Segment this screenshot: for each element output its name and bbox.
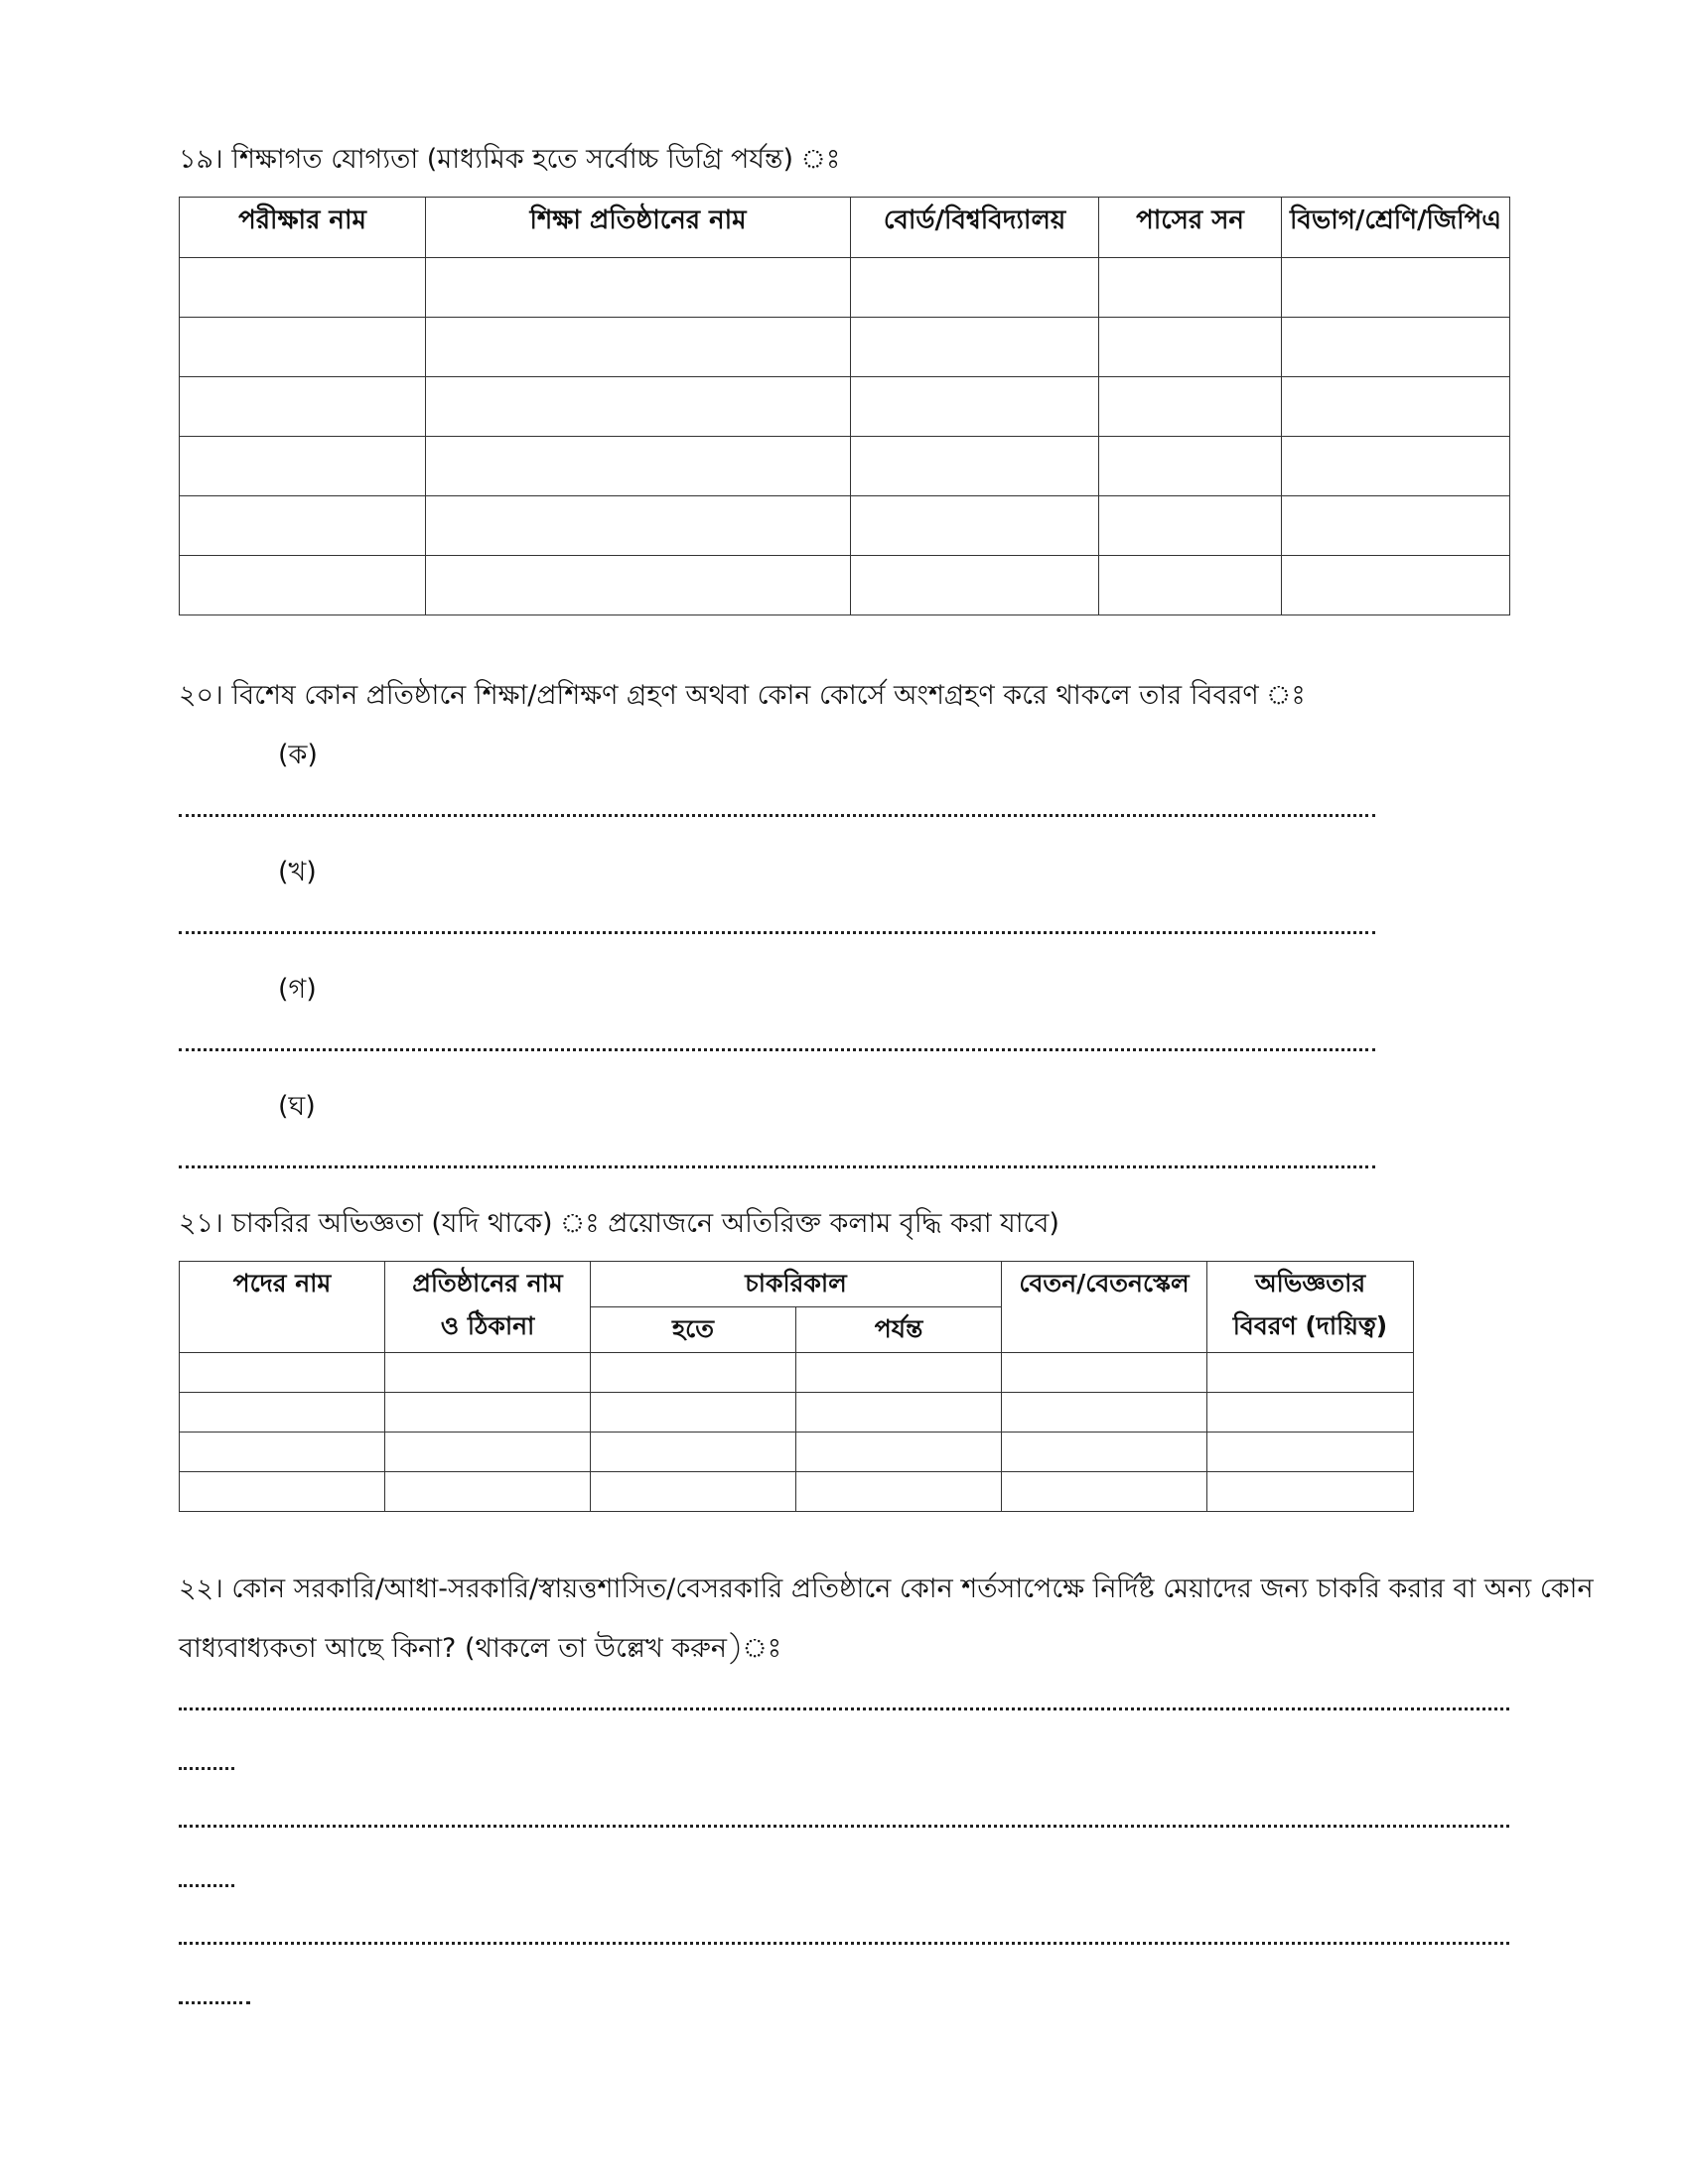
q21-label: ২১। চাকরির অভিজ্ঞতা (যদি থাকে) ঃ প্রয়োজনে অতিরিক্ত কলাম বৃদ্ধি করা যাবে) <box>179 1208 1059 1239</box>
table-cell[interactable] <box>851 496 1099 556</box>
table-cell[interactable] <box>851 258 1099 318</box>
table-cell[interactable] <box>851 318 1099 377</box>
header-exam-name: পরীক্ষার নাম <box>180 198 426 258</box>
table-cell[interactable] <box>1207 1353 1414 1393</box>
table-cell[interactable] <box>851 556 1099 615</box>
q22-fill-line-2-continuation[interactable] <box>179 1884 234 1887</box>
table-cell[interactable] <box>180 1353 385 1393</box>
q22-fill-line-3-continuation[interactable] <box>179 2001 250 2004</box>
table-row <box>180 1393 1414 1433</box>
table-cell[interactable] <box>1099 496 1282 556</box>
q22-label-line1: ২২। কোন সরকারি/আধা-সরকারি/স্বায়ত্তশাসিত/বেসরকারি প্রতিষ্ঠানে কোন শর্তসাপেক্ষে নির্দিষ্ট মেয়াদের জন্য চাকরি করার বা অন্য কোন <box>179 1573 1594 1604</box>
table-cell[interactable] <box>1282 496 1510 556</box>
table-row <box>180 318 1510 377</box>
table-cell[interactable] <box>1207 1433 1414 1472</box>
table-cell[interactable] <box>1099 318 1282 377</box>
table-row <box>180 377 1510 437</box>
table-row <box>180 1433 1414 1472</box>
table-cell[interactable] <box>180 1433 385 1472</box>
q20-item-kha: (খ) <box>278 857 317 887</box>
table-cell[interactable] <box>385 1472 591 1512</box>
table-cell[interactable] <box>591 1353 796 1393</box>
table-cell[interactable] <box>1282 377 1510 437</box>
table-cell[interactable] <box>1282 556 1510 615</box>
q22-fill-line-1[interactable] <box>179 1707 1509 1710</box>
q19-label: ১৯। শিক্ষাগত যোগ্যতা (মাধ্যমিক হতে সর্বোচ্চ ডিগ্রি পর্যন্ত) ঃ <box>179 144 841 175</box>
table-cell[interactable] <box>1099 437 1282 496</box>
q22-fill-line-1-continuation[interactable] <box>179 1767 234 1770</box>
table-cell[interactable] <box>426 377 851 437</box>
experience-table-header <box>180 1262 1414 1307</box>
table-cell[interactable] <box>1002 1472 1207 1512</box>
table-cell[interactable] <box>426 496 851 556</box>
header-passing-year: পাসের সন <box>1099 198 1282 258</box>
table-cell[interactable] <box>1282 258 1510 318</box>
table-cell[interactable] <box>1099 258 1282 318</box>
header-from: হতে <box>591 1307 796 1353</box>
table-row <box>180 556 1510 615</box>
table-cell[interactable] <box>385 1433 591 1472</box>
q20-item-ga: (গ) <box>278 974 317 1005</box>
table-row <box>180 437 1510 496</box>
q20-item-gha: (ঘ) <box>278 1091 316 1122</box>
table-cell[interactable] <box>1002 1393 1207 1433</box>
table-cell[interactable] <box>796 1353 1002 1393</box>
table-row <box>180 1353 1414 1393</box>
table-cell[interactable] <box>1099 377 1282 437</box>
table-cell[interactable] <box>796 1472 1002 1512</box>
q20-label: ২০। বিশেষ কোন প্রতিষ্ঠানে শিক্ষা/প্রশিক্ষণ গ্রহণ অথবা কোন কোর্সে অংশগ্রহণ করে থাকলে তার বিবরণ ঃ <box>179 680 1306 711</box>
table-cell[interactable] <box>180 1393 385 1433</box>
q22-fill-line-2[interactable] <box>179 1825 1509 1828</box>
table-cell[interactable] <box>180 556 426 615</box>
table-cell[interactable] <box>426 437 851 496</box>
header-salary-scale: বেতন/বেতনস্কেল <box>1002 1262 1207 1353</box>
header-to: পর্যন্ত <box>796 1307 1002 1353</box>
table-cell[interactable] <box>1207 1472 1414 1512</box>
table-cell[interactable] <box>591 1433 796 1472</box>
table-cell[interactable] <box>1099 556 1282 615</box>
table-row <box>180 1472 1414 1512</box>
table-cell[interactable] <box>591 1393 796 1433</box>
table-cell[interactable] <box>1207 1393 1414 1433</box>
q22-fill-line-3[interactable] <box>179 1942 1509 1945</box>
header-institution-name: শিক্ষা প্রতিষ্ঠানের নাম <box>426 198 851 258</box>
table-cell[interactable] <box>426 258 851 318</box>
table-cell[interactable] <box>385 1393 591 1433</box>
table-cell[interactable] <box>796 1393 1002 1433</box>
table-cell[interactable] <box>385 1353 591 1393</box>
header-service-period: চাকরিকাল <box>591 1262 1002 1307</box>
table-cell[interactable] <box>180 437 426 496</box>
table-cell[interactable] <box>180 1472 385 1512</box>
table-cell[interactable] <box>1282 437 1510 496</box>
education-table-header <box>180 198 1510 258</box>
table-row <box>180 258 1510 318</box>
table-row <box>180 496 1510 556</box>
table-cell[interactable] <box>180 318 426 377</box>
q20-fill-line-ga[interactable] <box>179 1048 1375 1051</box>
q20-item-ka: (ক) <box>278 740 318 770</box>
table-cell[interactable] <box>426 556 851 615</box>
q20-fill-line-gha[interactable] <box>179 1165 1375 1168</box>
table-cell[interactable] <box>180 377 426 437</box>
table-cell[interactable] <box>1002 1433 1207 1472</box>
table-cell[interactable] <box>180 496 426 556</box>
table-cell[interactable] <box>851 437 1099 496</box>
table-cell[interactable] <box>426 318 851 377</box>
q22-label-line2: বাধ্যবাধ্যকতা আছে কিনা? (থাকলে তা উল্লেখ করুন)ঃ <box>179 1633 782 1664</box>
q20-fill-line-ka[interactable] <box>179 814 1375 817</box>
table-cell[interactable] <box>180 258 426 318</box>
table-cell[interactable] <box>1282 318 1510 377</box>
header-board-university: বোর্ড/বিশ্ববিদ্যালয় <box>851 198 1099 258</box>
q20-fill-line-kha[interactable] <box>179 931 1375 934</box>
experience-table <box>179 1261 1414 1512</box>
header-post-name: পদের নাম <box>180 1262 385 1353</box>
table-cell[interactable] <box>1002 1353 1207 1393</box>
education-table <box>179 197 1510 615</box>
header-division-gpa: বিভাগ/শ্রেণি/জিপিএ <box>1282 198 1510 258</box>
table-cell[interactable] <box>851 377 1099 437</box>
table-cell[interactable] <box>591 1472 796 1512</box>
table-cell[interactable] <box>796 1433 1002 1472</box>
header-experience-description: অভিজ্ঞতার বিবরণ (দায়িত্ব) <box>1207 1262 1414 1353</box>
header-institution-address: প্রতিষ্ঠানের নাম ও ঠিকানা <box>385 1262 591 1353</box>
